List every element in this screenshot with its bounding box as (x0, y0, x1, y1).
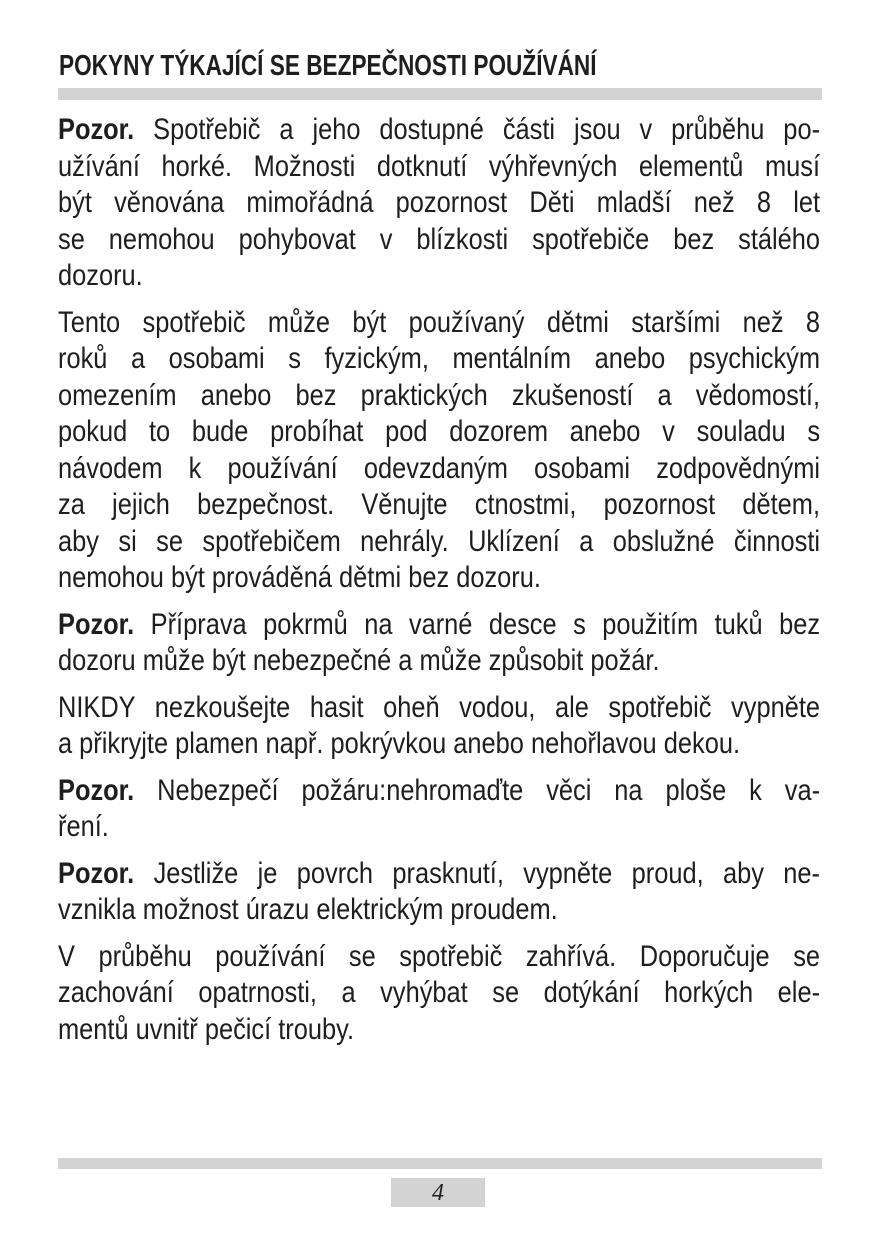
header-rule-bar (58, 88, 822, 100)
text-line: a přikryjte plamen např. pokrývkou anebo nehořlavou dekou. (58, 727, 741, 760)
text-line: vznikla možnost úrazu elektrickým proudem. (58, 893, 558, 926)
page-title: POKYNY TÝKAJÍCÍ SE BEZPEČNOSTI POUŽÍVÁNÍ (59, 50, 597, 82)
paragraph (58, 690, 820, 763)
text-line: ření. (58, 810, 109, 843)
footer-rule-bar (58, 1158, 822, 1169)
text-line: se nemohou pohybovat v blízkosti spotřebiče bez stálého (58, 222, 821, 256)
text-line: dozoru. (58, 259, 143, 292)
paragraph (58, 939, 820, 1049)
text-line: Pozor. Nebezpečí požáru:nehromaďte věci na ploše k va- (58, 773, 821, 807)
lead-word: Pozor. (58, 856, 135, 890)
text-line: Pozor. Spotřebič a jeho dostupné části jsou v průběhu po- (58, 113, 821, 146)
text-line: Pozor. Jestliže je povrch prasknutí, vypněte proud, aby ne- (58, 856, 821, 890)
text-line: návodem k používání odevzdaným osobami zodpovědnými (58, 451, 821, 485)
lead-word: Pozor. (58, 113, 135, 146)
text-line: užívání horké. Možnosti dotknutí výhřevných elementů musí (58, 149, 821, 183)
text-line: dozoru může být nebezpečné a může způsobit požár. (58, 644, 660, 677)
paragraph (58, 305, 820, 597)
page-number-box (391, 1178, 485, 1207)
lead-word: Pozor. (58, 773, 135, 807)
text-line: za jejich bezpečnost. Věnujte ctnostmi, pozornost dětem, (58, 488, 821, 521)
text-line: roků a osobami s fyzickým, mentálním anebo psychickým (58, 342, 821, 375)
text-line: Pozor. Příprava pokrmů na varné desce s použitím tuků bez (58, 607, 821, 641)
text-line: aby si se spotřebičem nehrály. Uklízení a obslužné činnosti (58, 524, 821, 558)
text-line: V průběhu používání se spotřebič zahřívá. Doporučuje se (58, 939, 821, 973)
text-line: být věnována mimořádná pozornost Děti mladší než 8 let (58, 186, 821, 219)
text-line: zachování opatrnosti, a vyhýbat se dotýkání horkých ele- (58, 976, 821, 1009)
paragraph (58, 607, 820, 680)
paragraphs (58, 112, 820, 1048)
text-column (58, 112, 820, 1058)
text-line: Tento spotřebič může být používaný dětmi staršími než 8 (58, 305, 821, 339)
page-number: 4 (432, 1179, 444, 1206)
paragraph (58, 856, 820, 929)
text-line: mentů uvnitř pečicí trouby. (58, 1012, 355, 1046)
paragraph (58, 112, 820, 295)
text-line: nemohou být prováděná dětmi bez dozoru. (58, 561, 541, 594)
text-line: NIKDY nezkoušejte hasit oheň vodou, ale spotřebič vypněte (58, 690, 821, 724)
text-line: omezením anebo bez praktických zkušeností a vědomostí, (58, 378, 821, 412)
lead-word: Pozor. (58, 607, 135, 641)
text-line: pokud to bude probíhat pod dozorem anebo v souladu s (58, 415, 821, 448)
paragraph (58, 773, 820, 846)
